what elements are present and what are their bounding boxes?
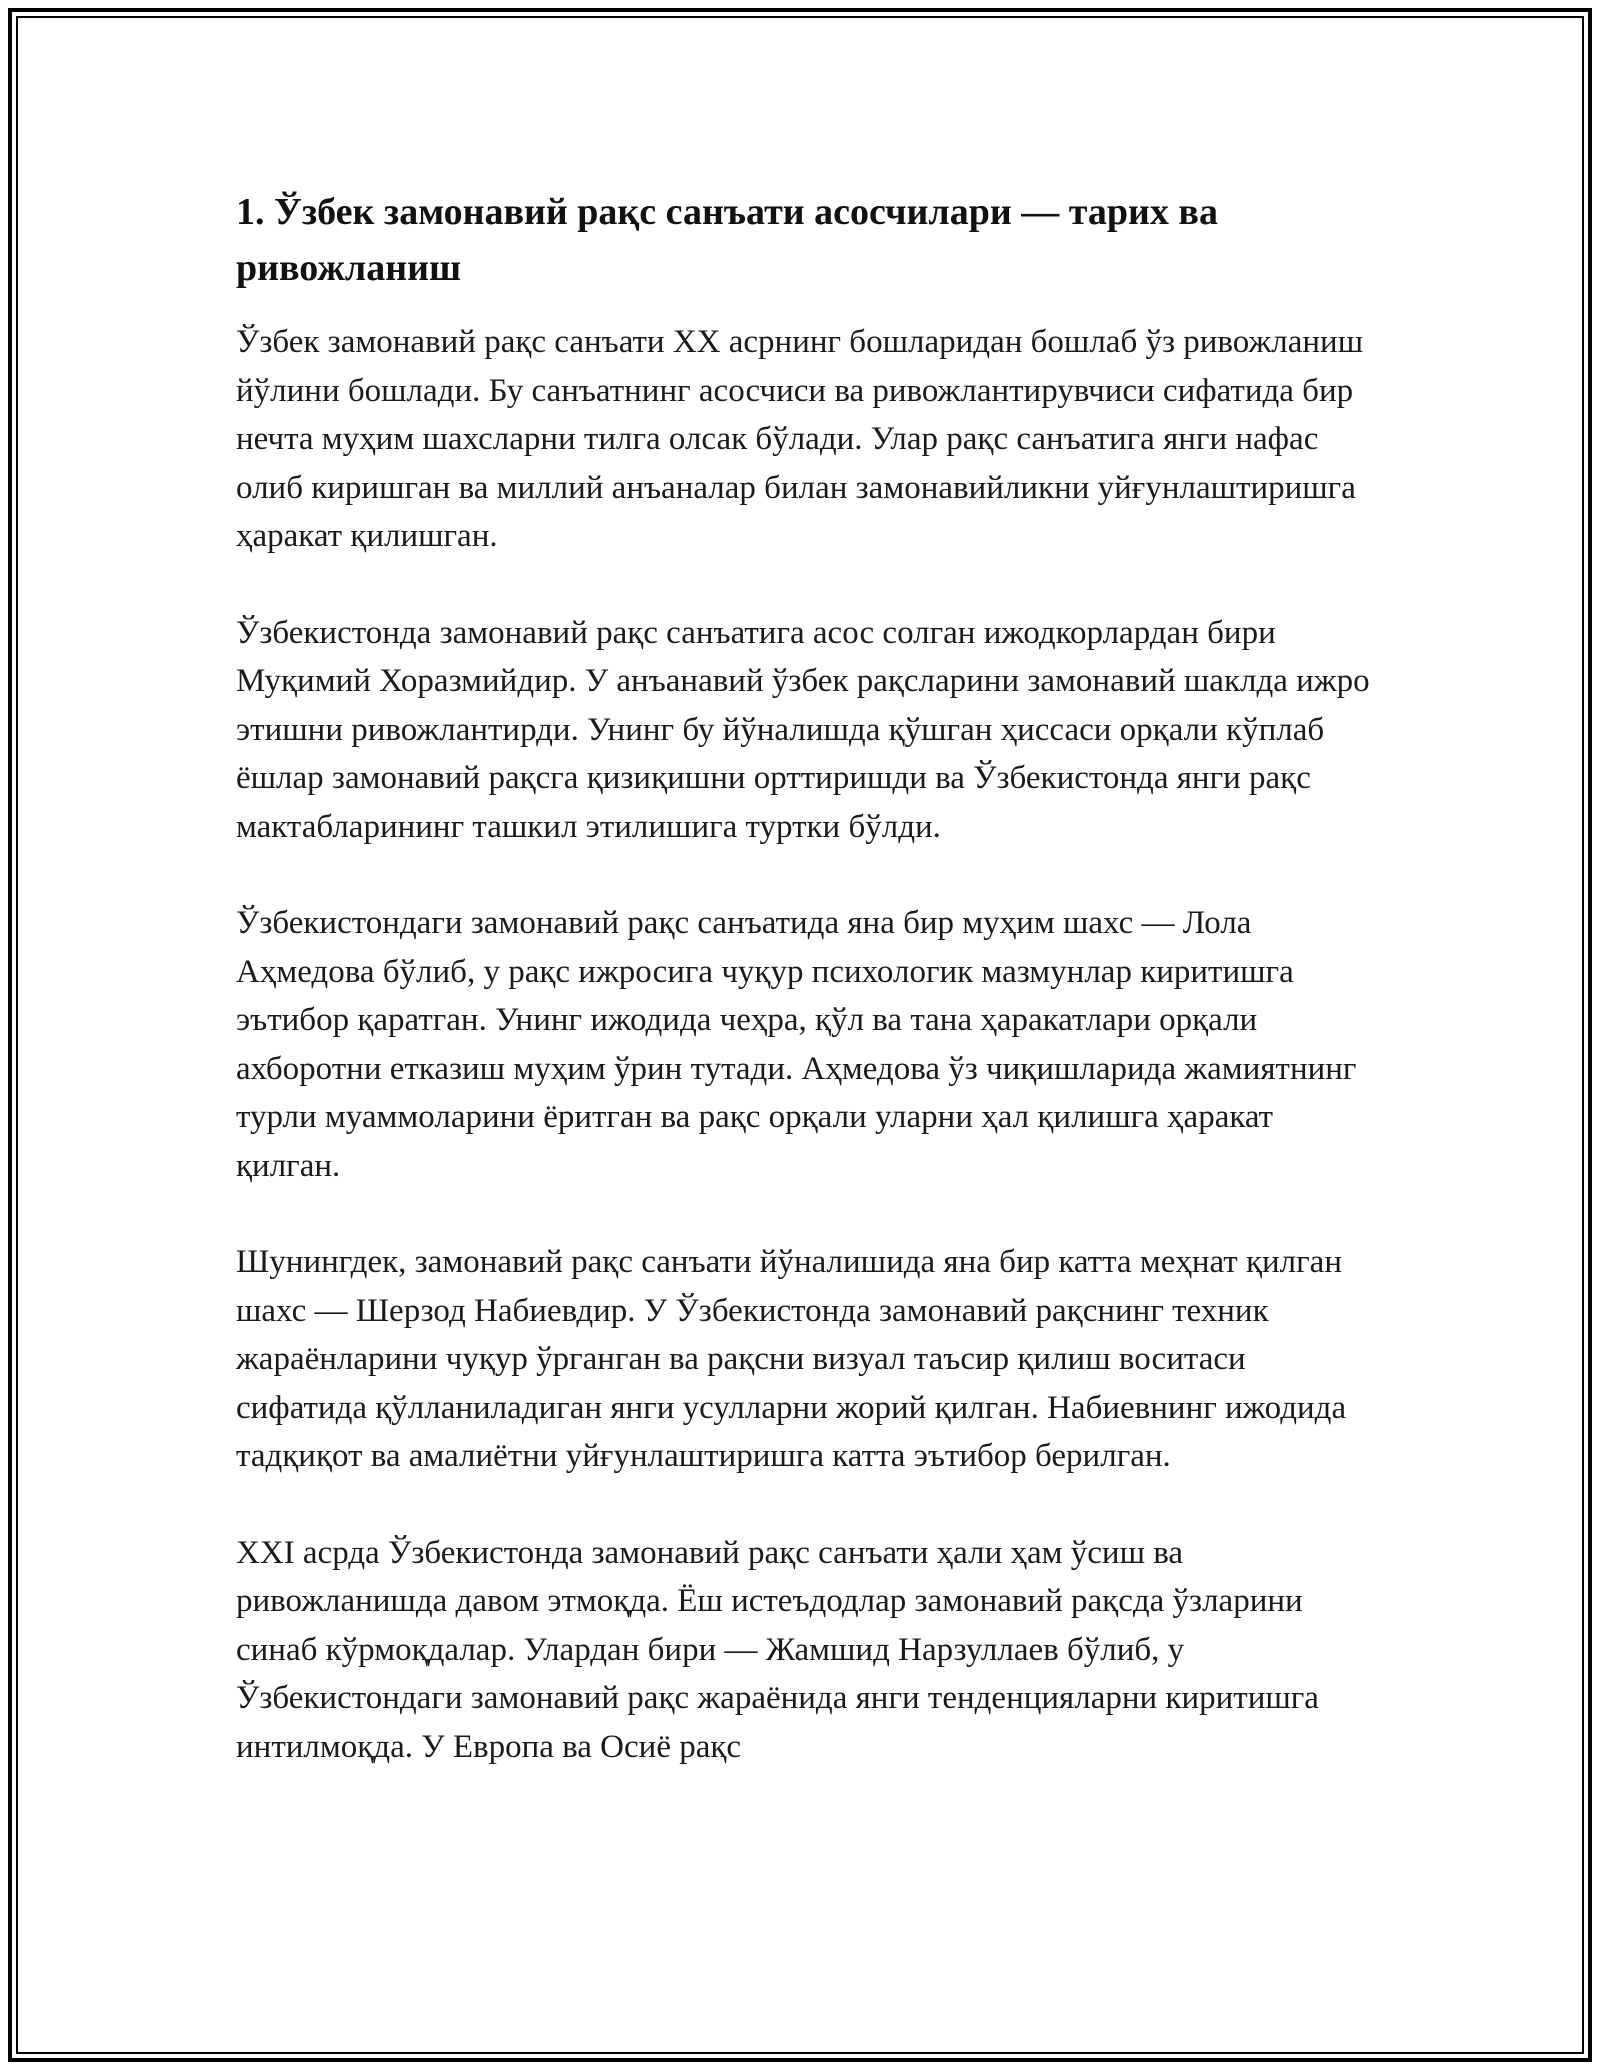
section-heading: 1. Ўзбек замонавий рақс санъати асосчилари — тарих ва ривожланиш (236, 191, 1218, 289)
paragraph-3: Ўзбекистондаги замонавий рақс санъатида яна бир муҳим шахс — Лола Аҳмедова бўлиб, у рақс ижросига чуқур психологик мазмунлар киритишга эътибор қаратган. Унинг ижодида чеҳра, қўл ва тана ҳаракатлари орқали ахборотни етказиш муҳим ўрин тутади. Аҳмедова ўз чиқишларида жамиятнинг турли муаммоларини ёритган ва рақс орқали уларни ҳал қилишга ҳаракат қилган. (236, 905, 1357, 1184)
paragraph-4: Шунингдек, замонавий рақс санъати йўналишида яна бир катта меҳнат қилган шахс — Шерзод Набиевдир. У Ўзбекистонда замонавий рақснинг техник жараёнларини чуқур ўрганган ва рақсни визуал таъсир қилиш воситаси сифатида қўлланиладиган янги усулларни жорий қилган. Набиевнинг ижодида тадқиқот ва амалиётни уйғунлаштиришга катта эътибор берилган. (236, 1244, 1347, 1474)
paragraph-1: Ўзбек замонавий рақс санъати XX асрнинг бошларидан бошлаб ўз ривожланиш йўлини бошлади. Бу санъатнинг асосчиси ва ривожлантирувчиси сифатида бир нечта муҳим шахсларни тилга олсак бўлади. Улар рақс санъатига янги нафас олиб киришган ва миллий анъаналар билан замонавийликни уйғунлаштиришга ҳаракат қилишган. (236, 324, 1364, 554)
document-body (236, 184, 1376, 1771)
paragraph-2: Ўзбекистонда замонавий рақс санъатига асос солган ижодкорлардан бири Муқимий Хоразмийдир. У анъанавий ўзбек рақсларини замонавий шаклда ижро этишни ривожлантирди. Унинг бу йўналишда қўшган ҳиссаси орқали кўплаб ёшлар замонавий рақсга қизиқишни орттиришди ва Ўзбекистонда янги рақс мактабларининг ташкил этилишига туртки бўлди. (236, 614, 1370, 845)
paragraph-5: XXI асрда Ўзбекистонда замонавий рақс санъати ҳали ҳам ўсиш ва ривожланишда давом этмоқда. Ёш истеъдодлар замонавий рақсда ўзларини синаб кўрмоқдалар. Улардан бири — Жамшид Нарзуллаев бўлиб, у Ўзбекистондаги замонавий рақс жараёнида янги тенденцияларни киритишга интилмоқда. У Европа ва Осиё рақс (236, 1534, 1319, 1765)
